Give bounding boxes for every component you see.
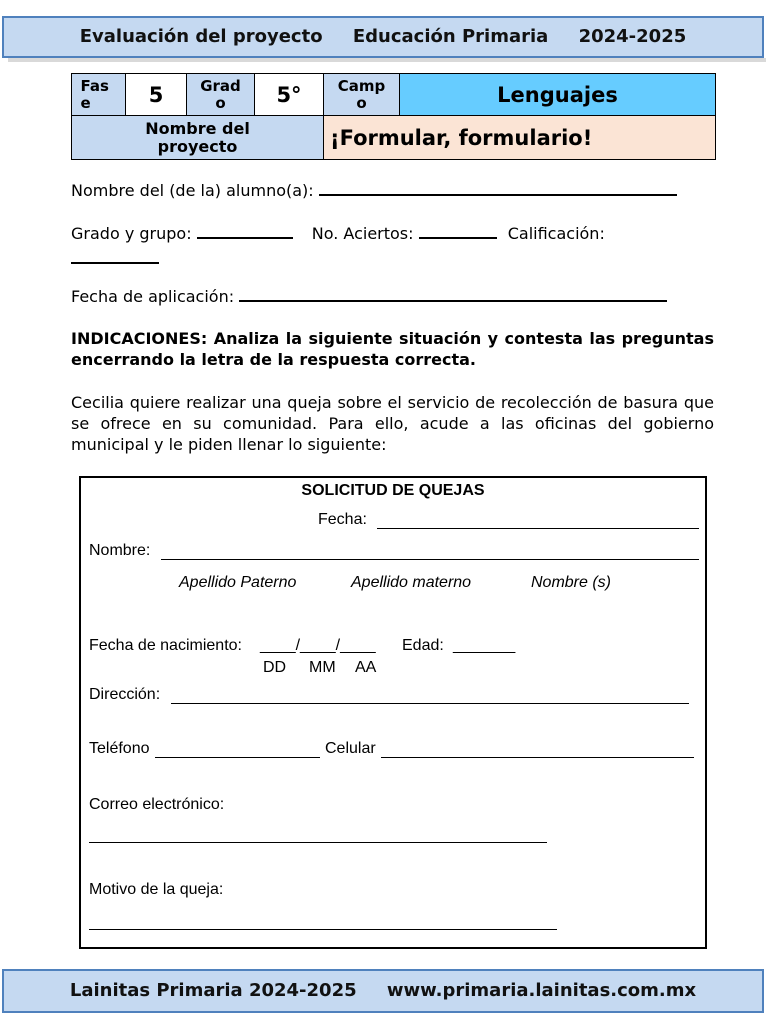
phone-label: Teléfono [89, 740, 150, 757]
project-name-label: Nombre del proyecto [72, 116, 324, 160]
student-name-label: Nombre del (de la) alumno(a): [71, 181, 314, 200]
header-banner [2, 16, 764, 58]
banner-shadow [8, 58, 766, 62]
age-blank[interactable]: _______ [453, 637, 516, 654]
application-date-row [71, 286, 667, 306]
student-name-row [71, 180, 677, 200]
form-date-line[interactable] [377, 528, 699, 529]
form-name-label: Nombre: [89, 542, 151, 559]
aa-label: AA [355, 659, 377, 676]
footer-url[interactable]: www.primaria.lainitas.com.mx [386, 980, 697, 1001]
birthdate-blanks[interactable]: ____/____/____ [260, 637, 376, 654]
grado-value: 5° [255, 74, 324, 116]
header-title: Evaluación del proyecto [79, 26, 323, 47]
surname-paternal-label: Apellido Paterno [179, 574, 297, 591]
scenario-text: Cecilia quiere realizar una queja sobre el servicio de recolección de basura que se ofrece en su comunidad. Para ello, acude a las oficinas del gobierno municipal y le piden llenar lo siguiente: [71, 393, 714, 454]
reason-line[interactable] [89, 929, 557, 930]
email-line[interactable] [89, 842, 547, 843]
address-label: Dirección: [89, 686, 161, 703]
birthdate-label: Fecha de nacimiento: [89, 637, 242, 654]
cell-label: Celular [325, 740, 376, 757]
campo-value: Lenguajes [400, 74, 716, 116]
score-blank-row [71, 248, 159, 268]
grade-blank[interactable] [197, 223, 293, 239]
application-date-blank[interactable] [239, 286, 667, 302]
header-level: Educación Primaria [352, 26, 549, 47]
header-year: 2024-2025 [578, 26, 687, 47]
form-name-line[interactable] [161, 559, 699, 560]
hits-blank[interactable] [419, 223, 497, 239]
fase-value: 5 [126, 74, 187, 116]
fase-label: Fase [72, 74, 126, 116]
score-label: Calificación: [507, 224, 605, 243]
surname-maternal-label: Apellido materno [351, 574, 472, 591]
campo-label: Campo [324, 74, 400, 116]
phone-line[interactable] [155, 757, 320, 758]
cell-line[interactable] [381, 757, 694, 758]
complaint-form [79, 476, 707, 949]
hits-label: No. Aciertos: [311, 224, 414, 243]
address-line[interactable] [171, 703, 689, 704]
email-label: Correo electrónico: [89, 796, 225, 813]
footer-banner [2, 969, 764, 1013]
score-blank[interactable] [71, 248, 159, 264]
grade-label: Grado y grupo: [71, 224, 192, 243]
project-name-value: ¡Formular, formulario! [324, 116, 716, 160]
application-date-label: Fecha de aplicación: [71, 287, 235, 306]
given-names-label: Nombre (s) [531, 574, 612, 591]
dd-label: DD [263, 659, 287, 676]
footer-left: Lainitas Primaria 2024-2025 [69, 980, 357, 1001]
form-title: SOLICITUD DE QUEJAS [301, 482, 485, 499]
mm-label: MM [309, 659, 336, 676]
form-date-label: Fecha: [318, 511, 367, 528]
instructions: INDICACIONES: Analiza la siguiente situación y contesta las preguntas encerrando la letra de la respuesta correcta. [71, 329, 714, 369]
age-label: Edad: [402, 637, 444, 654]
student-name-blank[interactable] [319, 180, 677, 196]
grado-label: Grado [187, 74, 255, 116]
grade-row [71, 223, 714, 243]
project-info-table [71, 73, 716, 160]
reason-label: Motivo de la queja: [89, 881, 224, 898]
